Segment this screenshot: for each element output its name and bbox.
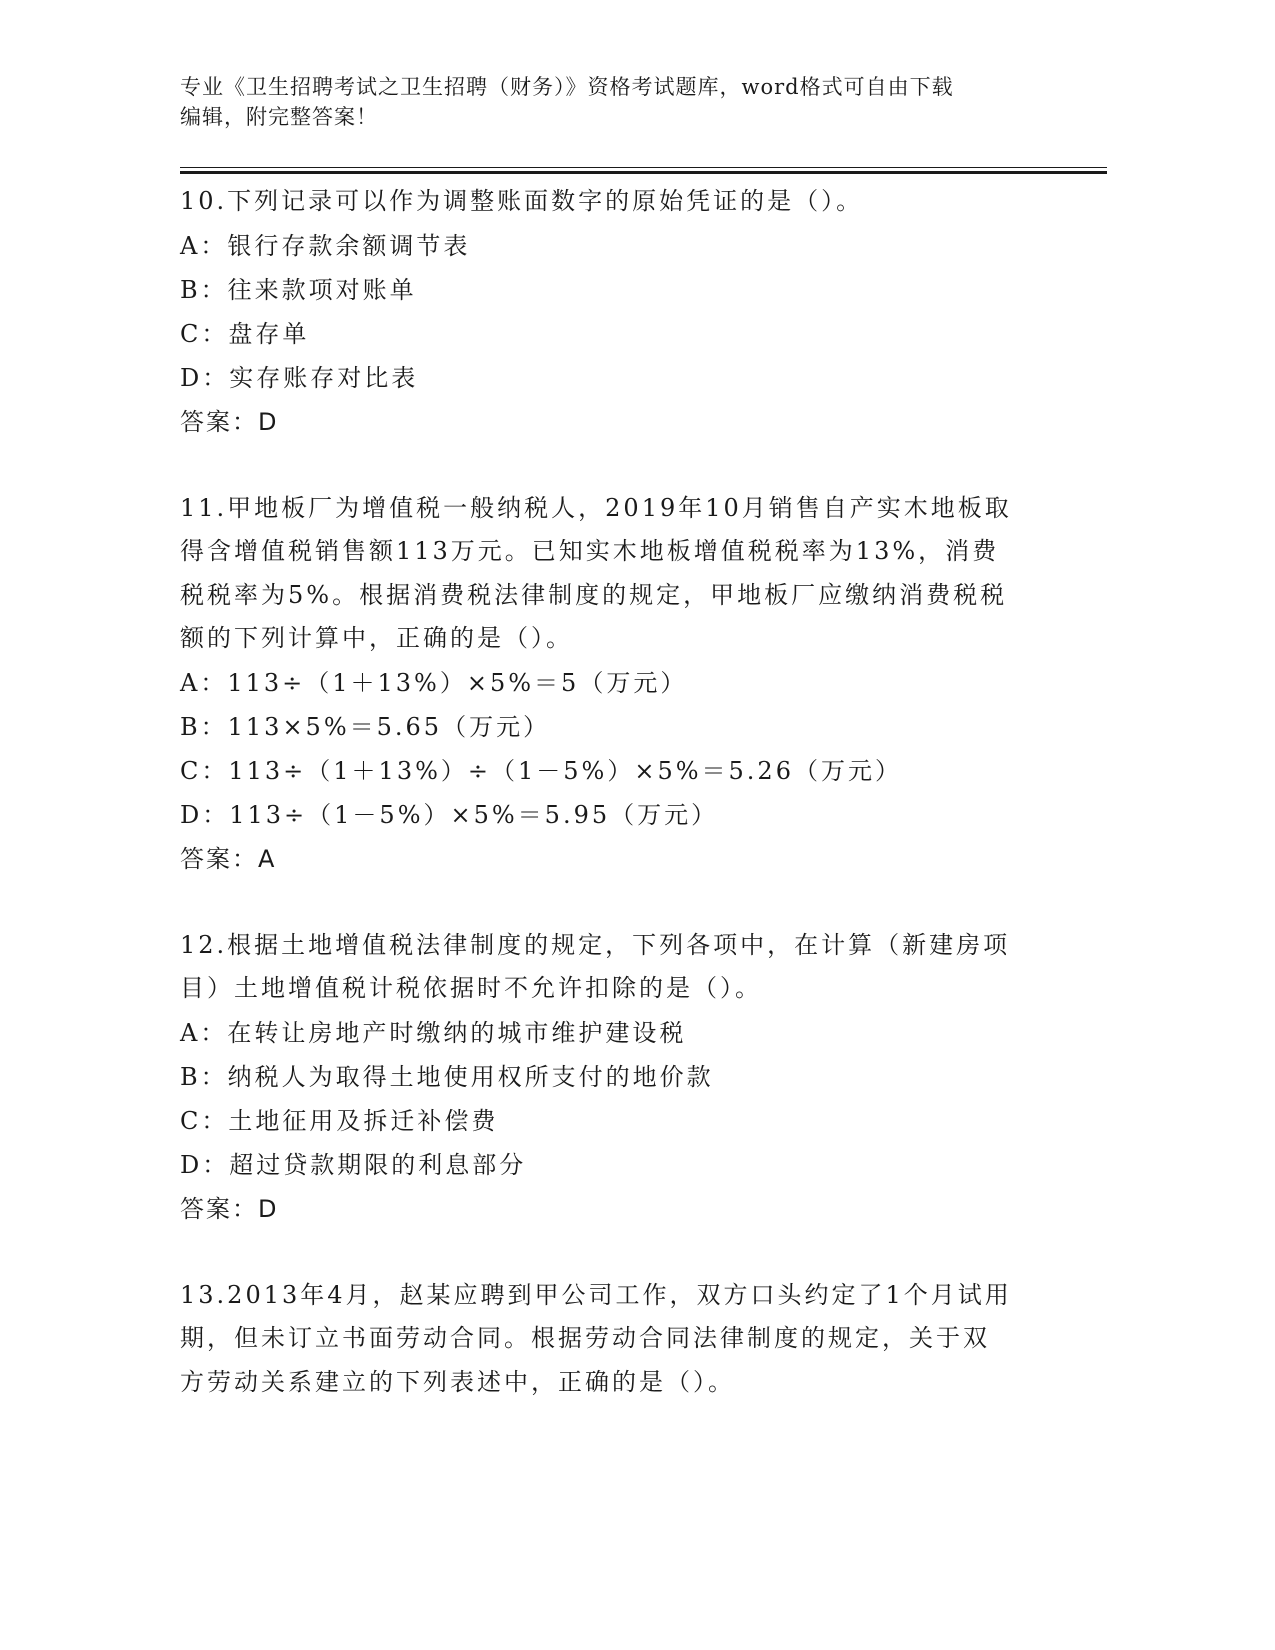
option-c: C：113÷（1＋13%）÷（1－5%）×5%＝5.26（万元） <box>180 756 902 785</box>
question-stem-line-3: 税税率为5%。根据消费税法律制度的规定，甲地板厂应缴纳消费税税 <box>180 580 1008 609</box>
option-b: B：往来款项对账单 <box>180 275 417 304</box>
question-stem-line-2: 目）土地增值税计税依据时不允许扣除的是（）。 <box>180 974 762 1002</box>
option-b: B：113×5%＝5.65（万元） <box>180 712 551 741</box>
answer-label: 答案：A <box>180 844 277 873</box>
option-a: A：银行存款余额调节表 <box>180 231 471 260</box>
question-list <box>180 180 1050 1404</box>
option-a: A：在转让房地产时缴纳的城市维护建设税 <box>180 1018 687 1047</box>
question-12 <box>180 924 1050 1231</box>
option-a: A：113÷（1＋13%）×5%＝5（万元） <box>180 668 688 697</box>
question-stem: 10.下列记录可以作为调整账面数字的原始凭证的是（）。 <box>180 187 864 215</box>
question-stem-line-1: 12.根据土地增值税法律制度的规定，下列各项中，在计算（新建房项 <box>180 930 1011 959</box>
header-line-1: 专业《卫生招聘考试之卫生招聘（财务）》资格考试题库，word格式可自由下载 <box>180 75 954 99</box>
header-divider-thick <box>180 171 1107 174</box>
question-stem-line-2: 期，但未订立书面劳动合同。根据劳动合同法律制度的规定，关于双 <box>180 1324 990 1352</box>
option-d: D：实存账存对比表 <box>180 363 419 392</box>
question-stem-line-1: 13.2013年4月，赵某应聘到甲公司工作，双方口头约定了1个月试用 <box>180 1280 1012 1309</box>
answer-label: 答案：D <box>180 407 279 436</box>
option-c: C：盘存单 <box>180 319 310 348</box>
answer-label: 答案：D <box>180 1194 279 1223</box>
header-line-2: 编辑，附完整答案！ <box>180 105 378 129</box>
option-b: B：纳税人为取得土地使用权所支付的地价款 <box>180 1062 714 1091</box>
question-13 <box>180 1274 1050 1405</box>
question-11 <box>180 487 1050 881</box>
header-divider-thin <box>180 167 1107 168</box>
question-stem-line-1: 11.甲地板厂为增值税一般纳税人，2019年10月销售自产实木地板取 <box>180 493 1012 522</box>
option-d: D：113÷（1－5%）×5%＝5.95（万元） <box>180 800 719 829</box>
question-stem-line-4: 额的下列计算中，正确的是（）。 <box>180 624 573 652</box>
option-d: D：超过贷款期限的利息部分 <box>180 1150 527 1179</box>
question-10 <box>180 180 1050 444</box>
question-stem-line-2: 得含增值税销售额113万元。已知实木地板增值税税率为13%，消费 <box>180 537 1000 565</box>
option-c: C：土地征用及拆迁补偿费 <box>180 1106 499 1135</box>
document-header <box>180 72 1040 132</box>
question-stem-line-3: 方劳动关系建立的下列表述中，正确的是（）。 <box>180 1367 735 1396</box>
